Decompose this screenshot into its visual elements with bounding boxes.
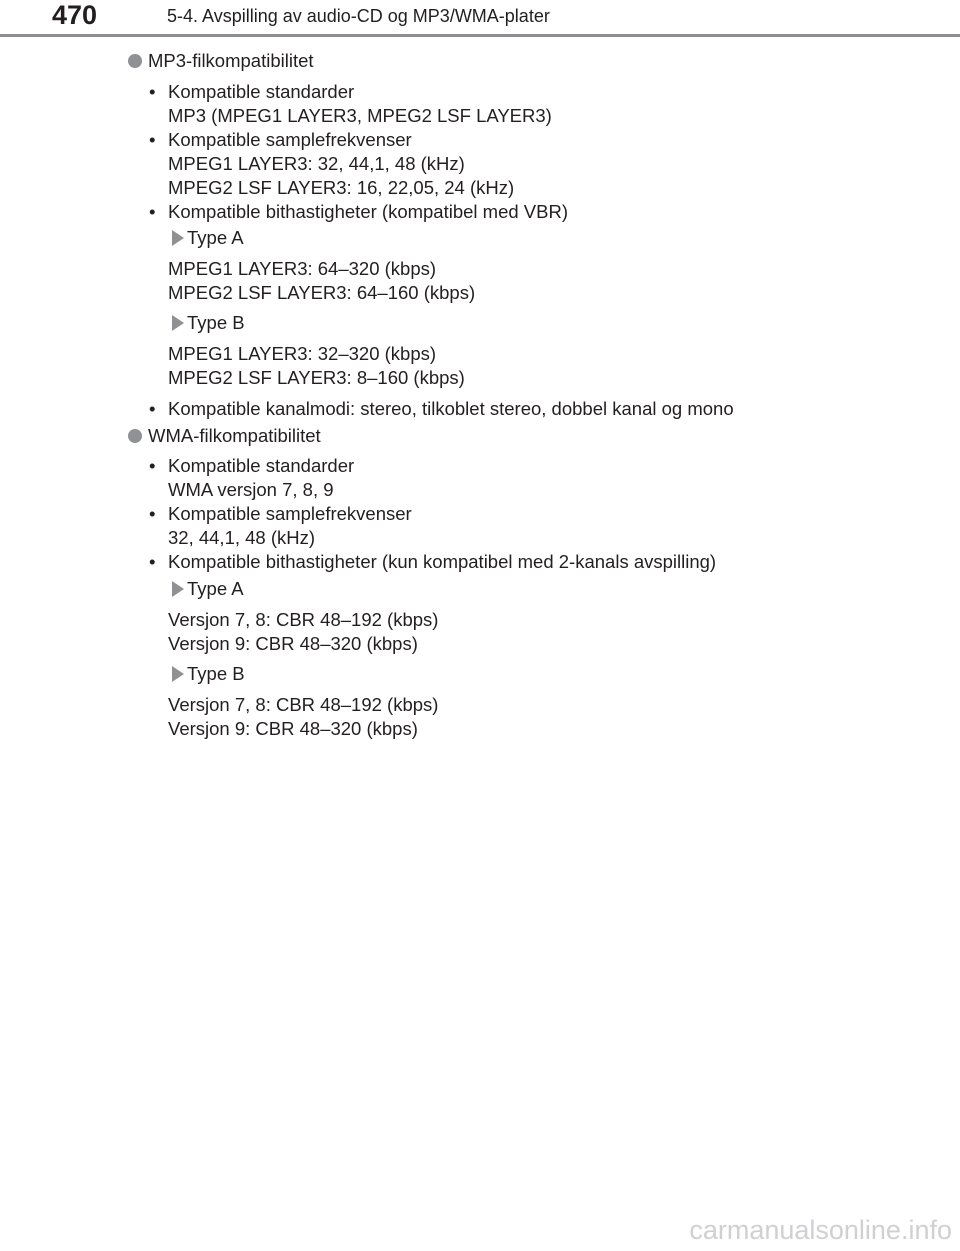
- mp3-freq-line2: MPEG2 LSF LAYER3: 16, 22,05, 24 (kHz): [168, 177, 515, 198]
- bullet-dot: •: [149, 201, 156, 222]
- wma-freq-value: 32, 44,1, 48 (kHz): [168, 527, 316, 548]
- mp3-type-a-line2: MPEG2 LSF LAYER3: 64–160 (kbps): [168, 282, 476, 303]
- mp3-bitrate-label: Kompatible bithastigheter (kompatibel med VBR): [168, 201, 568, 222]
- wma-heading: WMA-filkompatibilitet: [148, 425, 321, 446]
- bullet-dot: •: [149, 455, 156, 476]
- header-rule: [0, 34, 960, 37]
- wma-type-b-line1: Versjon 7, 8: CBR 48–192 (kbps): [168, 694, 439, 715]
- mp3-type-b-line1: MPEG1 LAYER3: 32–320 (kbps): [168, 343, 437, 364]
- bullet-dot: •: [149, 398, 156, 419]
- page-header: [0, 0, 960, 36]
- bullet-dot: •: [149, 81, 156, 102]
- mp3-type-b-line2: MPEG2 LSF LAYER3: 8–160 (kbps): [168, 367, 465, 388]
- mp3-standards-label: Kompatible standarder: [168, 81, 355, 102]
- bullet-dot: •: [149, 551, 156, 572]
- wma-bitrate-label: Kompatible bithastigheter (kun kompatibel med 2-kanals avspilling): [168, 551, 717, 572]
- mp3-channel-modes: Kompatible kanalmodi: stereo, tilkoblet stereo, dobbel kanal og mono: [168, 398, 734, 419]
- triangle-right-icon: [172, 230, 184, 246]
- wma-standards-value: WMA versjon 7, 8, 9: [168, 479, 334, 500]
- wma-type-b-label: Type B: [187, 663, 245, 684]
- wma-type-a-label: Type A: [187, 578, 244, 599]
- mp3-standards-value: MP3 (MPEG1 LAYER3, MPEG2 LSF LAYER3): [168, 105, 552, 126]
- section-title: 5-4. Avspilling av audio-CD og MP3/WMA-plater: [167, 6, 550, 26]
- triangle-right-icon: [172, 666, 184, 682]
- mp3-type-a-label: Type A: [187, 227, 244, 248]
- mp3-type-b-label: Type B: [187, 312, 245, 333]
- mp3-freq-line1: MPEG1 LAYER3: 32, 44,1, 48 (kHz): [168, 153, 465, 174]
- wma-type-a-line1: Versjon 7, 8: CBR 48–192 (kbps): [168, 609, 439, 630]
- wma-standards-label: Kompatible standarder: [168, 455, 355, 476]
- mp3-heading: MP3-filkompatibilitet: [148, 50, 314, 71]
- footer-watermark: carmanualsonline.info: [689, 1215, 952, 1245]
- circle-bullet-icon: [128, 54, 142, 68]
- mp3-type-a-line1: MPEG1 LAYER3: 64–320 (kbps): [168, 258, 437, 279]
- triangle-right-icon: [172, 315, 184, 331]
- wma-freq-label: Kompatible samplefrekvenser: [168, 503, 412, 524]
- bullet-dot: •: [149, 503, 156, 524]
- mp3-freq-label: Kompatible samplefrekvenser: [168, 129, 412, 150]
- wma-type-a-line2: Versjon 9: CBR 48–320 (kbps): [168, 633, 418, 654]
- triangle-right-icon: [172, 581, 184, 597]
- page-number: 470: [52, 0, 98, 30]
- wma-type-b-line2: Versjon 9: CBR 48–320 (kbps): [168, 718, 418, 739]
- circle-bullet-icon: [128, 429, 142, 443]
- bullet-dot: •: [149, 129, 156, 150]
